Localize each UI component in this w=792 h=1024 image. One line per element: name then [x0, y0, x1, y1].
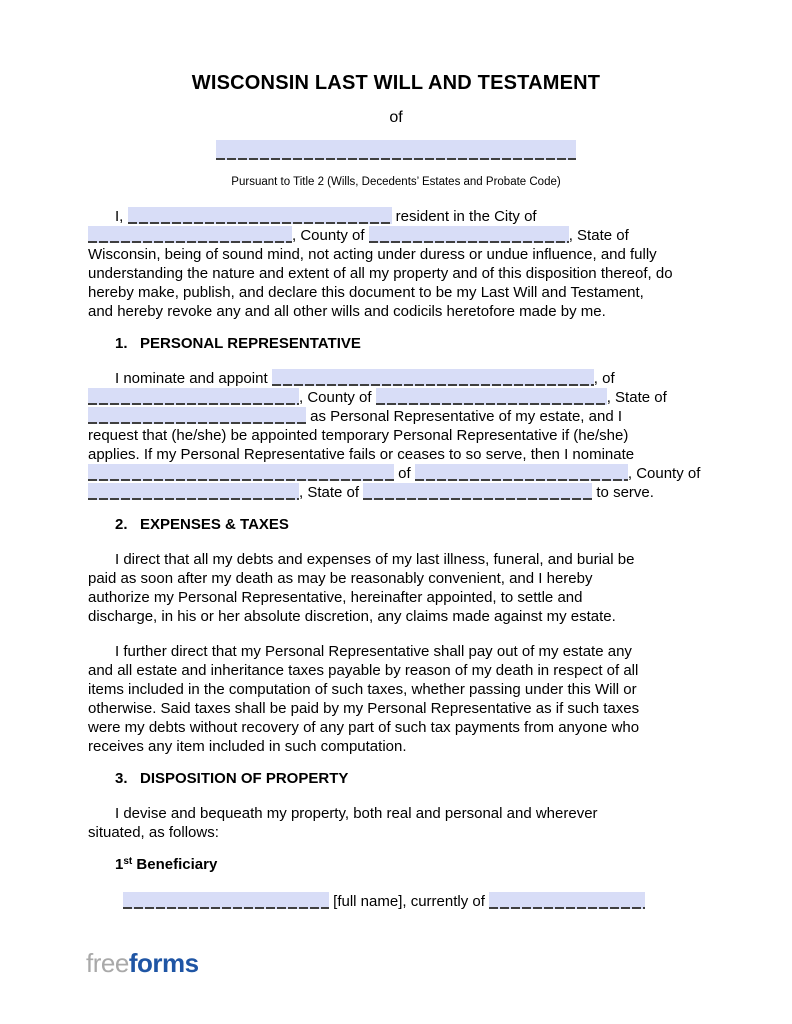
- text-run: , State of: [299, 484, 364, 501]
- text-run: discharge, in his or her absolute discretion, any claims made against my estate.: [88, 608, 616, 625]
- text-run: were my debts without recovery of any part of such tax payments from anyone who: [88, 719, 640, 736]
- text-run: request that (he/she) be appointed temporary Personal Representative if (he/she): [88, 427, 629, 444]
- document-body: [88, 207, 704, 911]
- title-preposition: of: [389, 109, 403, 126]
- text-run: resident in the City of: [391, 208, 537, 225]
- text-run: and all estate and inheritance taxes payable by reason of my death in respect of all: [88, 662, 639, 679]
- text-run: I,: [115, 208, 128, 225]
- text-run: situated, as follows:: [88, 824, 219, 841]
- text-run: , State of: [606, 389, 667, 406]
- fill-in-field[interactable]: [363, 483, 592, 500]
- fill-in-field[interactable]: [88, 226, 292, 243]
- text-run: otherwise. Said taxes shall be paid by my Personal Representative as if such taxes: [88, 700, 640, 717]
- text-run: Beneficiary: [132, 856, 218, 873]
- text-run: as Personal Representative of my estate, and I: [306, 408, 623, 425]
- section-number: 3.: [115, 770, 128, 787]
- text-run: and hereby revoke any and all other wills and codicils heretofore made by me.: [88, 303, 606, 320]
- fill-in-field[interactable]: [489, 892, 645, 909]
- text-run: items included in the computation of such taxes, whether passing under this Will or: [88, 681, 637, 698]
- text-run: I nominate and appoint: [115, 370, 272, 387]
- section-title: DISPOSITION OF PROPERTY: [140, 770, 349, 787]
- text-run: I devise and bequeath my property, both real and personal and wherever: [115, 805, 598, 822]
- text-run: of: [394, 465, 415, 482]
- section-title: EXPENSES & TAXES: [140, 516, 289, 533]
- section-title: PERSONAL REPRESENTATIVE: [140, 335, 361, 352]
- text-run: 1: [115, 856, 124, 873]
- text-run: authorize my Personal Representative, hereinafter appointed, to settle and: [88, 589, 583, 606]
- testator-name-field[interactable]: [216, 140, 576, 160]
- text-run: paid as soon after my death as may be reasonably convenient, and I hereby: [88, 570, 593, 587]
- fill-in-field[interactable]: [88, 464, 394, 481]
- first-beneficiary-paragraph: [88, 892, 704, 911]
- section-3-heading: [88, 769, 704, 788]
- fill-in-field[interactable]: [88, 388, 299, 405]
- fill-in-field[interactable]: [369, 226, 569, 243]
- text-run: , County of: [292, 227, 369, 244]
- freeforms-logo: [86, 948, 199, 978]
- text-run: Wisconsin, being of sound mind, not acting under duress or undue influence, and fully: [88, 246, 657, 263]
- section-2-heading: [88, 515, 704, 534]
- fill-in-field[interactable]: [415, 464, 628, 481]
- testator-name-row: [88, 140, 704, 160]
- section-number: 1.: [115, 335, 128, 352]
- text-run: I direct that all my debts and expenses of my last illness, funeral, and burial be: [115, 551, 635, 568]
- fill-in-field[interactable]: [88, 407, 306, 424]
- fill-in-field[interactable]: [88, 483, 299, 500]
- text-run: to serve.: [592, 484, 654, 501]
- text-run: [full name], currently of: [329, 893, 490, 910]
- text-run: understanding the nature and extent of all my property and of this disposition thereof, do: [88, 265, 673, 282]
- text-run: I further direct that my Personal Representative shall pay out of my estate any: [115, 643, 632, 660]
- first-beneficiary-subheading: [115, 855, 704, 876]
- text-run: , State of: [568, 227, 629, 244]
- text-run: , County of: [627, 465, 701, 482]
- logo-text-free: free: [86, 948, 129, 978]
- text-run: receives any item included in such computation.: [88, 738, 407, 755]
- fill-in-field[interactable]: [376, 388, 607, 405]
- intro-paragraph: [88, 207, 704, 321]
- personal-representative-paragraph: [88, 369, 704, 502]
- text-run: hereby make, publish, and declare this document to be my Last Will and Testament,: [88, 284, 644, 301]
- expenses-paragraph-1: [88, 550, 704, 626]
- fill-in-field[interactable]: [123, 892, 329, 909]
- text-run: applies. If my Personal Representative fails or ceases to so serve, then I nominate: [88, 446, 635, 463]
- text-run: , of: [593, 370, 615, 387]
- ordinal-suffix: st: [123, 856, 133, 867]
- fill-in-field[interactable]: [272, 369, 594, 386]
- document-title: WISCONSIN LAST WILL AND TESTAMENT: [191, 72, 601, 94]
- expenses-paragraph-2: [88, 642, 704, 756]
- section-number: 2.: [115, 516, 128, 533]
- document-subtitle: Pursuant to Title 2 (Wills, Decedents’ Estates and Probate Code): [231, 176, 561, 188]
- disposition-paragraph: [88, 804, 704, 842]
- fill-in-field[interactable]: [128, 207, 392, 224]
- section-1-heading: [88, 334, 704, 353]
- text-run: , County of: [299, 389, 376, 406]
- logo-text-forms: forms: [128, 948, 199, 978]
